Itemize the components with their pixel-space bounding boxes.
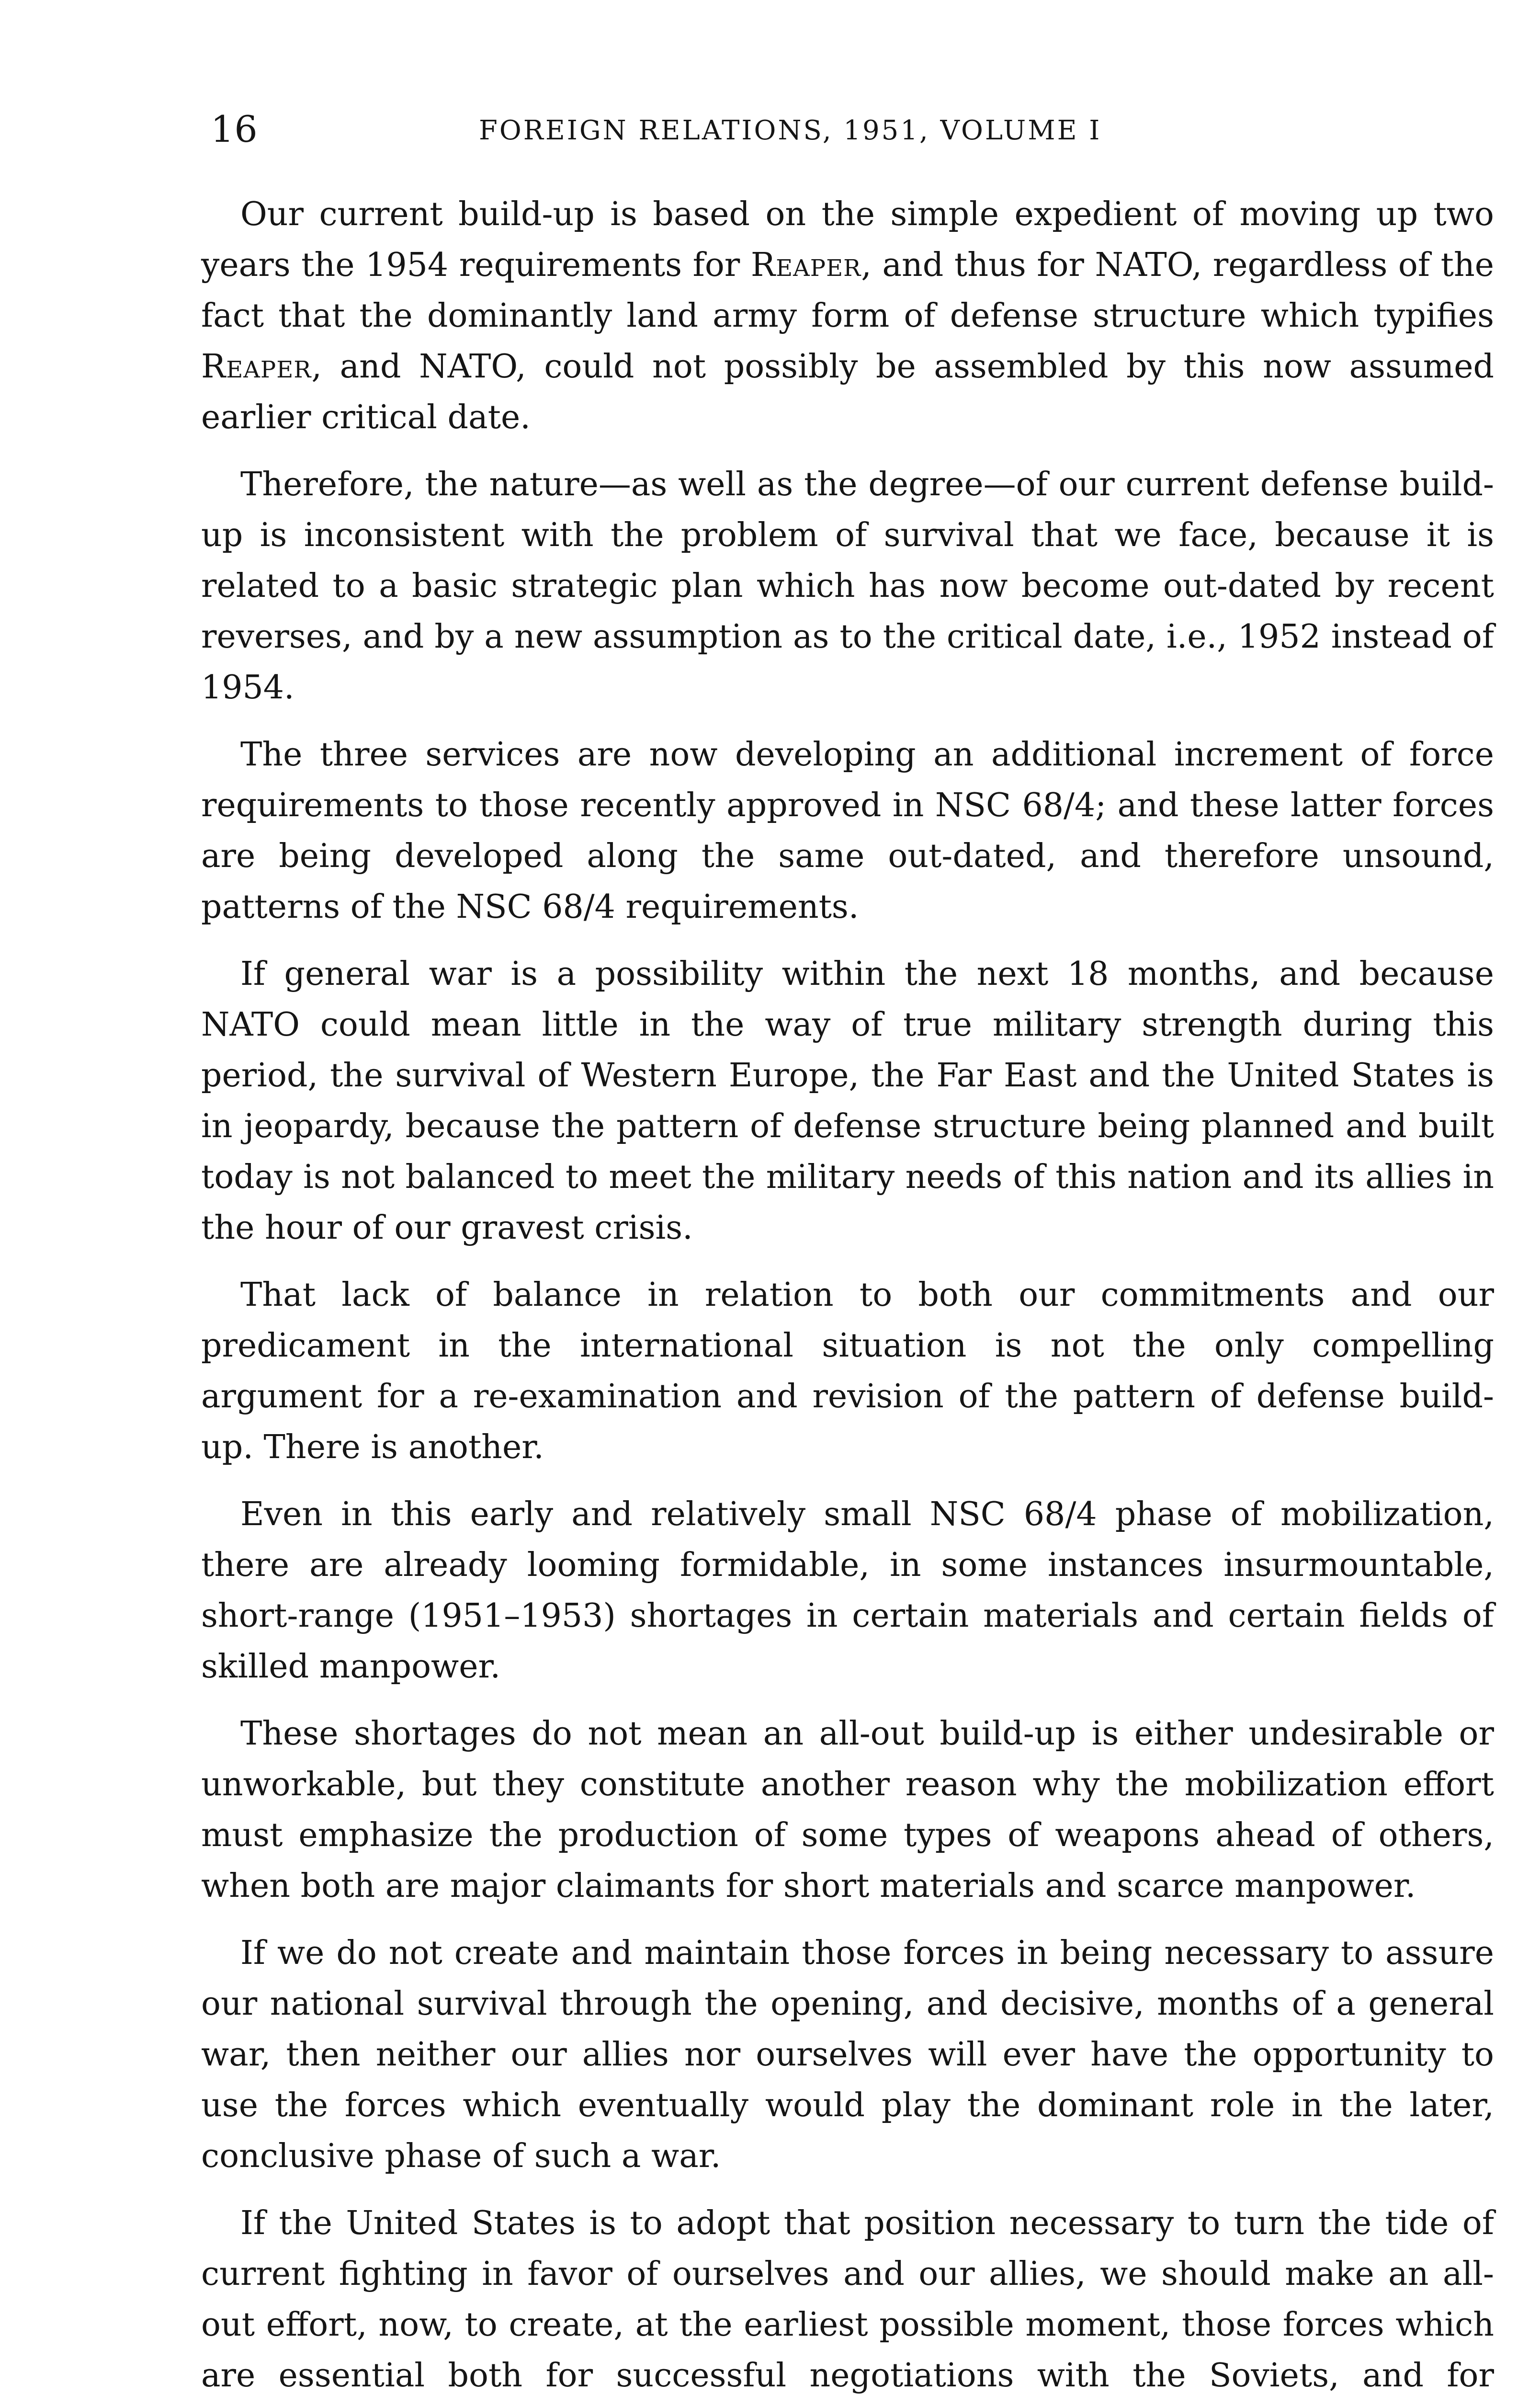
- paragraph: These shortages do not mean an all-out build-up is either undesirable or unworkable, but they constitute another reason why the mobilization effort must emphasize the production of some types of weapons ahead of others, when both are major claimants for short materials and scarce manpower.: [201, 1715, 1494, 1905]
- body-text: [201, 189, 1494, 2395]
- page-number: 16: [211, 108, 258, 150]
- paragraph-text: , and NATO, could not possibly be assembled by this now assumed earlier critical date.: [201, 348, 1494, 436]
- running-head: FOREIGN RELATIONS, 1951, VOLUME I: [479, 115, 1102, 146]
- paragraph-text: Our current build-up is based on the simple expedient of moving up two years the 1954 requirements for: [201, 195, 1494, 284]
- paragraph: [201, 189, 1494, 443]
- paragraph: Therefore, the nature—as well as the degree—of our current defense build-up is inconsistent with the problem of survival that we face, because it is related to a basic strategic plan which has now become out-dated by recent reverses, and by a new assumption as to the critical date, i.e., 1952 instead of 1954.: [201, 466, 1494, 707]
- paragraph: If we do not create and maintain those forces in being necessary to assure our national survival through the opening, and decisive, months of a general war, then neither our allies nor ourselves will ever have the opportunity to use the forces which eventually would play the dominant role in the later, conclusive phase of such a war.: [201, 1934, 1494, 2175]
- paragraph-text: , and thus for NATO, regardless of the fact that the dominantly land army form of defense structure which typifies: [201, 246, 1494, 335]
- paragraph: If general war is a possibility within the next 18 months, and because NATO could mean little in the way of true military strength during this period, the survival of Western Europe, the Far East and the United States is in jeopardy, because the pattern of defense structure being planned and built today is not balanced to meet the military needs of this nation and its allies in the hour of our gravest crisis.: [201, 955, 1494, 1247]
- paragraph: Even in this early and relatively small NSC 68/4 phase of mobilization, there are already looming formidable, in some instances insurmountable, short-range (1951–1953) shortages in certain materials and certain fields of skilled manpower.: [201, 1495, 1494, 1686]
- paragraph: If the United States is to adopt that position necessary to turn the tide of current fighting in favor of ourselves and our allies, we should make an all-out effort, now, to create, at the earliest possible moment, those forces which are essential both for successful negotiations with the Soviets, and for: [201, 2204, 1494, 2395]
- code-name-reaper: Reaper: [750, 246, 861, 284]
- code-name-reaper: Reaper: [201, 348, 312, 386]
- paragraph: The three services are now developing an additional increment of force requirements to those recently approved in NSC 68/4; and these latter forces are being developed along the same out-dated, and therefore unsound, patterns of the NSC 68/4 requirements.: [201, 736, 1494, 926]
- paragraph: That lack of balance in relation to both our commitments and our predicament in the international situation is not the only compelling argument for a re-examination and revision of the pattern of defense build-up. There is another.: [201, 1276, 1494, 1466]
- page-header: [211, 108, 1504, 160]
